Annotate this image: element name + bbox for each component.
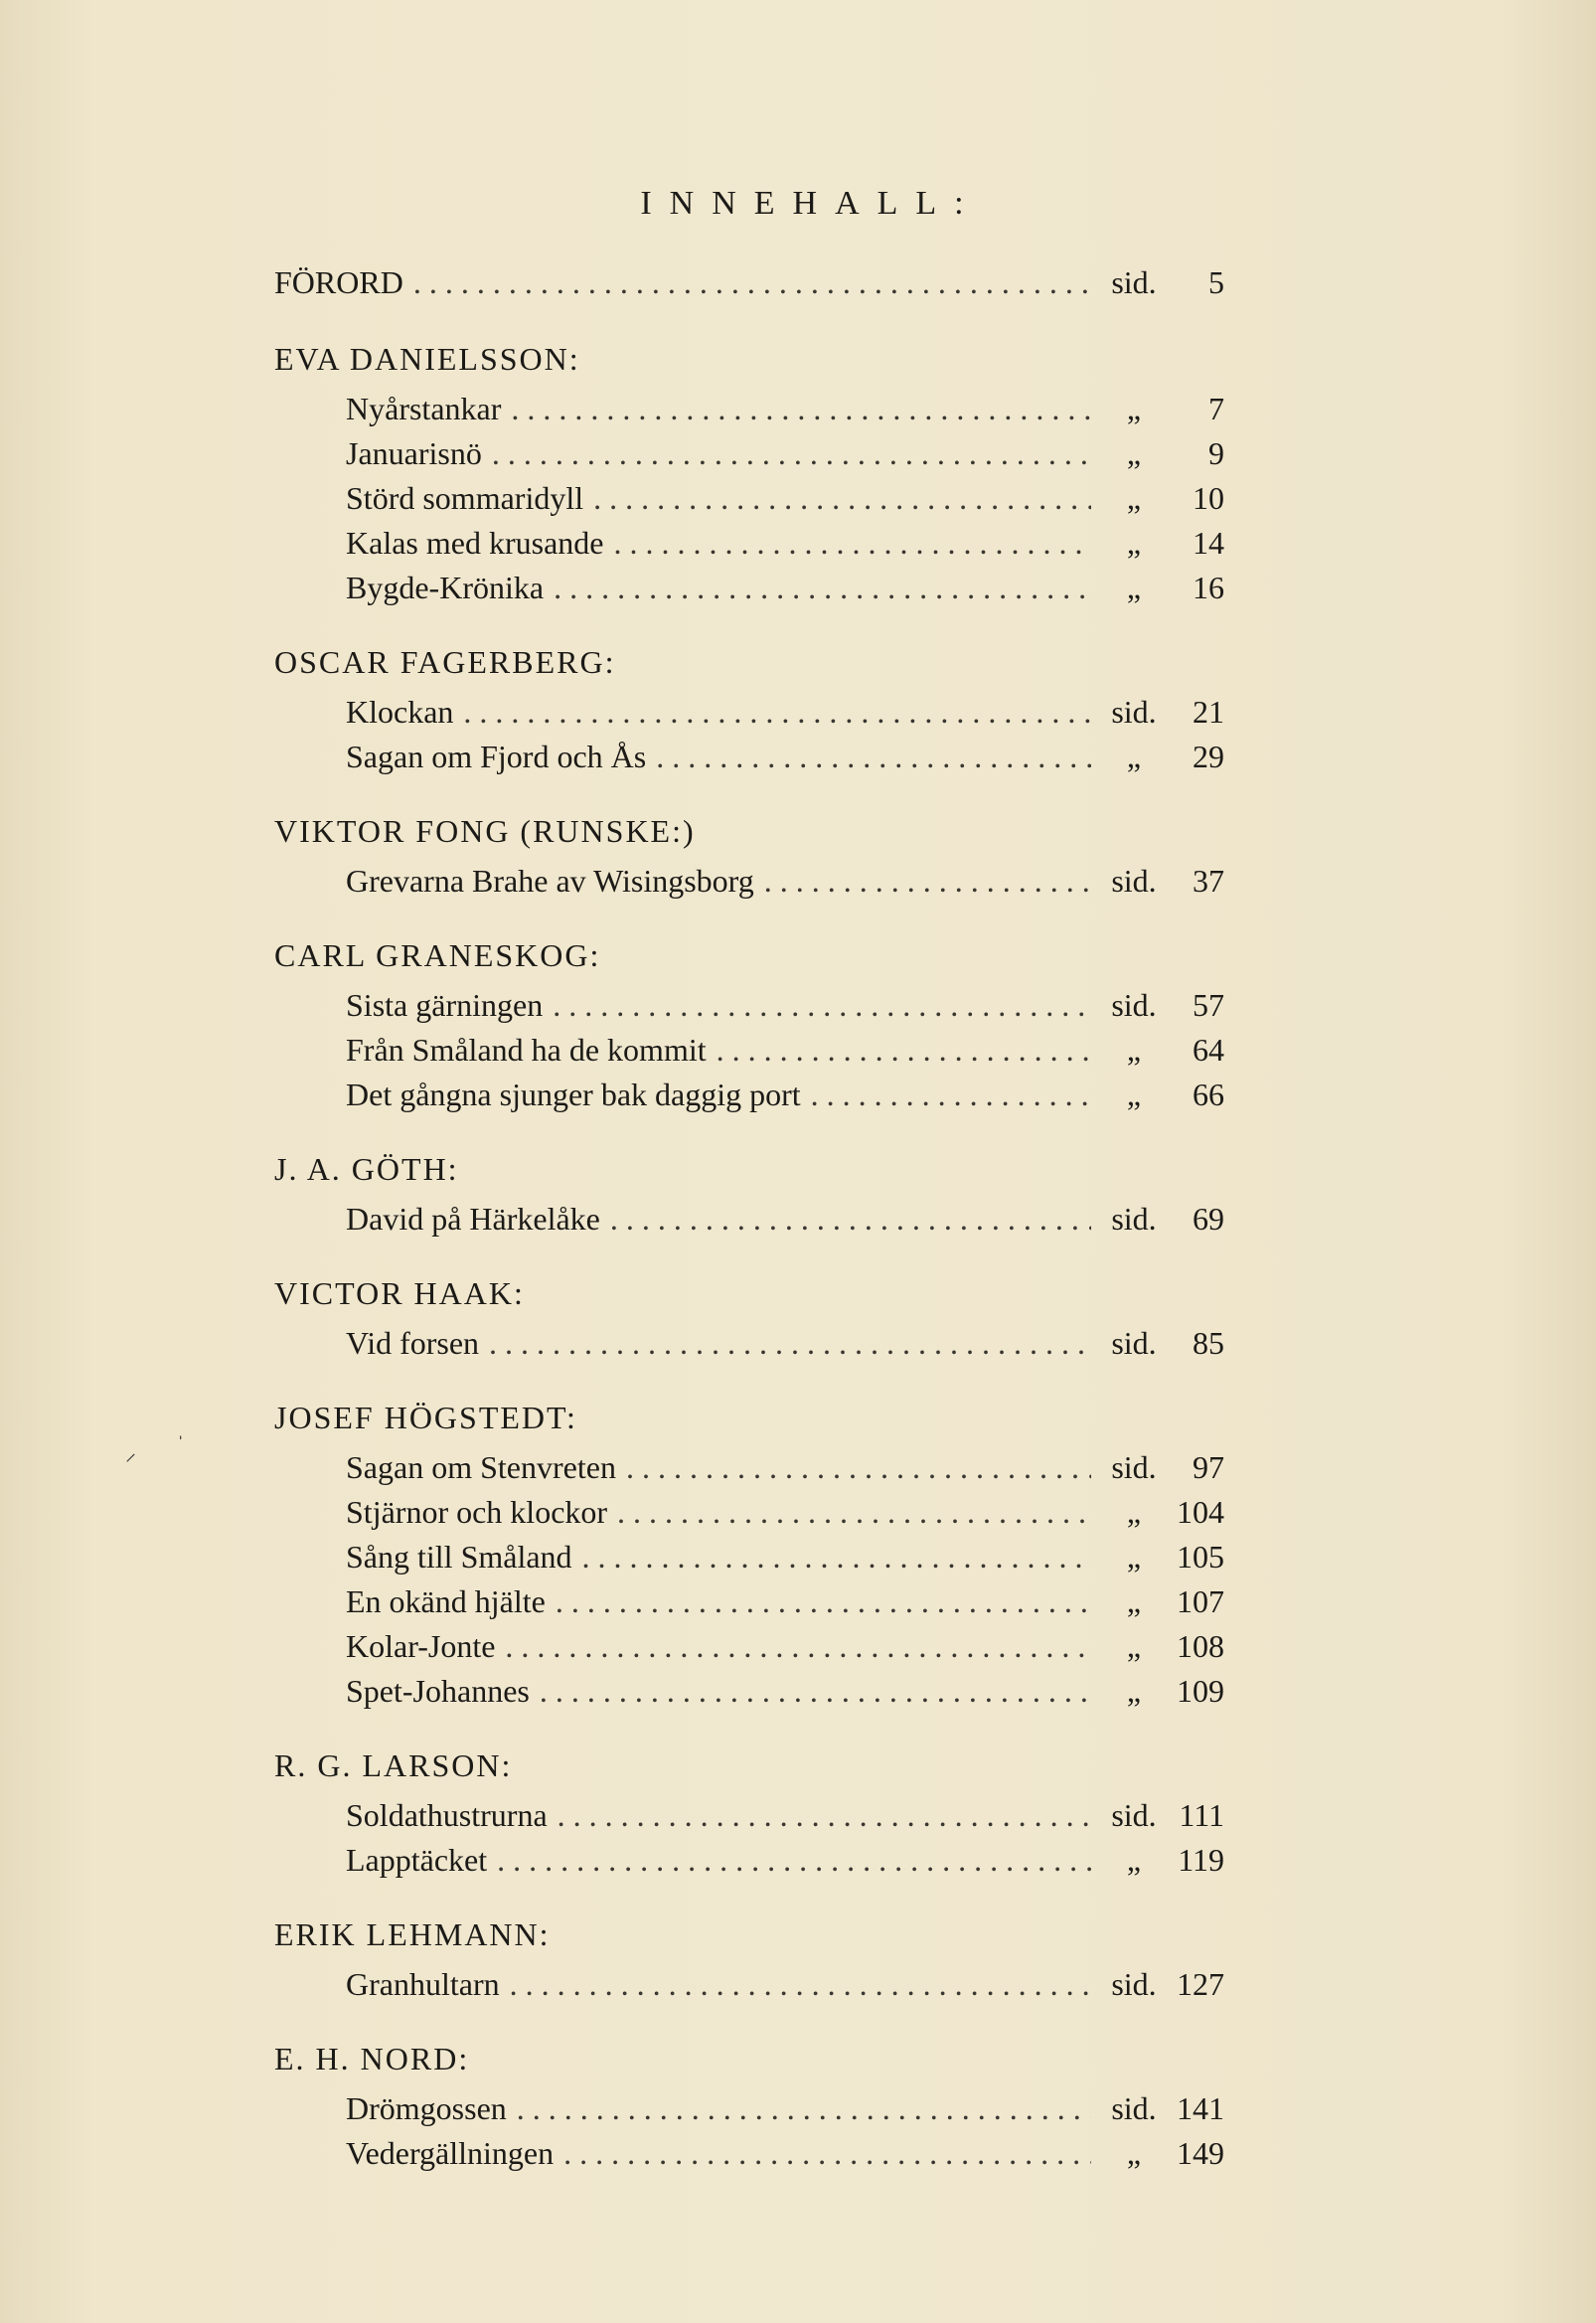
entry-page-number: 111	[1179, 1797, 1224, 1833]
entry-title: David på Härkelåke	[346, 1201, 600, 1237]
leader-dots	[582, 1535, 1091, 1579]
entry-page-marker: „	[1126, 1494, 1142, 1530]
toc-entry	[274, 521, 1224, 566]
entry-title: Bygde-Krönika	[346, 570, 545, 605]
leader-dots	[558, 1793, 1091, 1838]
leader-dots	[497, 1838, 1091, 1883]
leader-dots	[563, 2131, 1091, 2176]
entry-title: Sagan om Fjord och Ås	[346, 739, 647, 774]
entry-title: En okänd hjälte	[346, 1583, 546, 1619]
toc-section	[274, 1738, 1224, 1883]
toc-section	[274, 634, 1224, 779]
toc-section	[274, 1141, 1224, 1242]
entry-title: Sång till Småland	[346, 1539, 572, 1575]
entry-title: Det gångna sjunger bak daggig port	[346, 1077, 801, 1112]
entry-page-marker: „	[1126, 1628, 1142, 1664]
toc-entry	[274, 2131, 1224, 2176]
toc-section	[274, 2031, 1224, 2176]
entry-title: Vedergällningen	[346, 2135, 555, 2171]
leader-dots	[613, 521, 1091, 566]
toc-entry	[274, 1321, 1224, 1366]
leader-dots	[511, 387, 1091, 431]
toc-entry	[274, 566, 1224, 610]
leader-dots	[553, 983, 1091, 1028]
entry-page-marker: „	[1126, 739, 1142, 774]
entry-page-marker: sid.	[1111, 1966, 1157, 2002]
entry-title: Sista gärningen	[346, 987, 544, 1023]
table-of-contents	[274, 260, 1224, 2200]
entry-title: Granhultarn	[346, 1966, 500, 2002]
leader-dots	[593, 476, 1091, 521]
toc-entry	[274, 2086, 1224, 2131]
entry-page-marker: „	[1126, 525, 1142, 561]
leader-dots	[764, 859, 1091, 904]
toc-entry	[274, 476, 1224, 521]
entry-page-number: 66	[1193, 1077, 1224, 1112]
section-author: R. G. LARSON:	[274, 1747, 513, 1783]
entry-title: Sagan om Stenvreten	[346, 1449, 616, 1485]
entry-title: Klockan	[346, 694, 454, 730]
entry-page-number: 21	[1193, 694, 1224, 730]
toc-entry	[274, 1838, 1224, 1883]
entry-title: Januarisnö	[346, 435, 482, 471]
entry-title: FÖRORD	[274, 264, 403, 300]
entry-page-number: 149	[1177, 2135, 1224, 2171]
entry-title: Lapptäcket	[346, 1842, 488, 1878]
entry-page-number: 119	[1178, 1842, 1224, 1878]
print-speck: ˈ	[177, 1431, 185, 1456]
toc-section	[274, 1390, 1224, 1714]
toc-entry	[274, 387, 1224, 431]
entry-page-number: 69	[1193, 1201, 1224, 1237]
leader-dots	[413, 260, 1091, 305]
entry-title: Drömgossen	[346, 2090, 507, 2126]
entry-title: Kalas med krusande	[346, 525, 604, 561]
section-author: ERIK LEHMANN:	[274, 1916, 551, 1952]
entry-page-marker: sid.	[1111, 2090, 1157, 2126]
leader-dots	[540, 1669, 1091, 1714]
entry-page-marker: sid.	[1111, 863, 1157, 899]
entry-page-marker: sid.	[1111, 987, 1157, 1023]
leader-dots	[617, 1490, 1091, 1535]
leader-dots	[554, 566, 1091, 610]
entry-title: Störd sommaridyll	[346, 480, 584, 516]
toc-entry	[274, 1197, 1224, 1242]
leader-dots	[489, 1321, 1091, 1366]
entry-page-marker: „	[1126, 1032, 1142, 1068]
entry-page-marker: sid.	[1111, 1325, 1157, 1361]
toc-entry-foreword	[274, 260, 1224, 305]
entry-page-marker: „	[1126, 1539, 1142, 1575]
toc-entry	[274, 735, 1224, 779]
entry-page-marker: „	[1126, 1842, 1142, 1878]
leader-dots	[510, 1962, 1091, 2007]
toc-entry	[274, 1490, 1224, 1535]
entry-page-marker: „	[1126, 1583, 1142, 1619]
entry-page-number: 105	[1177, 1539, 1224, 1575]
toc-entry	[274, 983, 1224, 1028]
entry-page-number: 9	[1208, 435, 1224, 471]
leader-dots	[717, 1028, 1091, 1073]
entry-page-number: 108	[1177, 1628, 1224, 1664]
toc-entry	[274, 1445, 1224, 1490]
section-author: JOSEF HÖGSTEDT:	[274, 1400, 577, 1435]
toc-entry	[274, 1624, 1224, 1669]
entry-title: Soldathustrurna	[346, 1797, 548, 1833]
entry-title: Spet-Johannes	[346, 1673, 530, 1709]
section-author: VICTOR HAAK:	[274, 1275, 525, 1311]
entry-title: Nyårstankar	[346, 391, 502, 426]
entry-page-marker: sid.	[1111, 694, 1157, 730]
toc-entry	[274, 859, 1224, 904]
leader-dots	[656, 735, 1091, 779]
entry-page-number: 57	[1193, 987, 1224, 1023]
leader-dots	[556, 1579, 1091, 1624]
toc-entry	[274, 1962, 1224, 2007]
toc-section	[274, 927, 1224, 1117]
entry-page-number: 141	[1177, 2090, 1224, 2126]
entry-page-number: 37	[1193, 863, 1224, 899]
section-author: CARL GRANESKOG:	[274, 937, 601, 973]
toc-section	[274, 331, 1224, 610]
entry-title: Vid forsen	[346, 1325, 480, 1361]
entry-page-number: 5	[1208, 264, 1224, 300]
entry-page-number: 14	[1193, 525, 1224, 561]
toc-section	[274, 1907, 1224, 2007]
toc-entry	[274, 1535, 1224, 1579]
leader-dots	[492, 431, 1091, 476]
toc-entry	[274, 690, 1224, 735]
entry-page-marker: „	[1126, 2135, 1142, 2171]
entry-page-number: 29	[1193, 739, 1224, 774]
entry-page-marker: sid.	[1111, 1449, 1157, 1485]
entry-page-number: 107	[1177, 1583, 1224, 1619]
section-author: EVA DANIELSSON:	[274, 341, 580, 377]
entry-page-number: 64	[1193, 1032, 1224, 1068]
entry-title: Kolar-Jonte	[346, 1628, 496, 1664]
leader-dots	[610, 1197, 1091, 1242]
entry-page-number: 97	[1193, 1449, 1224, 1485]
entry-page-number: 109	[1177, 1673, 1224, 1709]
entry-page-marker: sid.	[1111, 1797, 1157, 1833]
section-author: VIKTOR FONG (RUNSKE:)	[274, 813, 696, 849]
leader-dots	[517, 2086, 1091, 2131]
toc-entry	[274, 1073, 1224, 1117]
entry-page-number: 16	[1193, 570, 1224, 605]
entry-page-number: 85	[1193, 1325, 1224, 1361]
print-speck: ⸝	[125, 1440, 137, 1465]
entry-page-marker: „	[1126, 1673, 1142, 1709]
entry-page-number: 127	[1177, 1966, 1224, 2002]
toc-entry	[274, 1793, 1224, 1838]
leader-dots	[463, 690, 1091, 735]
toc-entry	[274, 1669, 1224, 1714]
toc-entry	[274, 1028, 1224, 1073]
section-author: J. A. GÖTH:	[274, 1151, 459, 1187]
leader-dots	[811, 1073, 1091, 1117]
toc-entry	[274, 1579, 1224, 1624]
toc-section	[274, 1265, 1224, 1366]
entry-title: Grevarna Brahe av Wisingsborg	[346, 863, 754, 899]
toc-entry	[274, 431, 1224, 476]
section-author: OSCAR FAGERBERG:	[274, 644, 616, 680]
entry-page-marker: sid.	[1111, 264, 1157, 300]
entry-page-marker: „	[1126, 391, 1142, 426]
toc-section	[274, 803, 1224, 904]
page-title: INNEHALL:	[640, 185, 982, 222]
section-author: E. H. NORD:	[274, 2041, 470, 2076]
entry-page-number: 10	[1193, 480, 1224, 516]
leader-dots	[626, 1445, 1091, 1490]
entry-page-number: 7	[1208, 391, 1224, 426]
entry-page-number: 104	[1177, 1494, 1224, 1530]
entry-page-marker: „	[1126, 435, 1142, 471]
entry-page-marker: sid.	[1111, 1201, 1157, 1237]
entry-title: Från Småland ha de kommit	[346, 1032, 707, 1068]
leader-dots	[505, 1624, 1091, 1669]
entry-page-marker: „	[1126, 570, 1142, 605]
entry-page-marker: „	[1126, 480, 1142, 516]
entry-page-marker: „	[1126, 1077, 1142, 1112]
entry-title: Stjärnor och klockor	[346, 1494, 608, 1530]
